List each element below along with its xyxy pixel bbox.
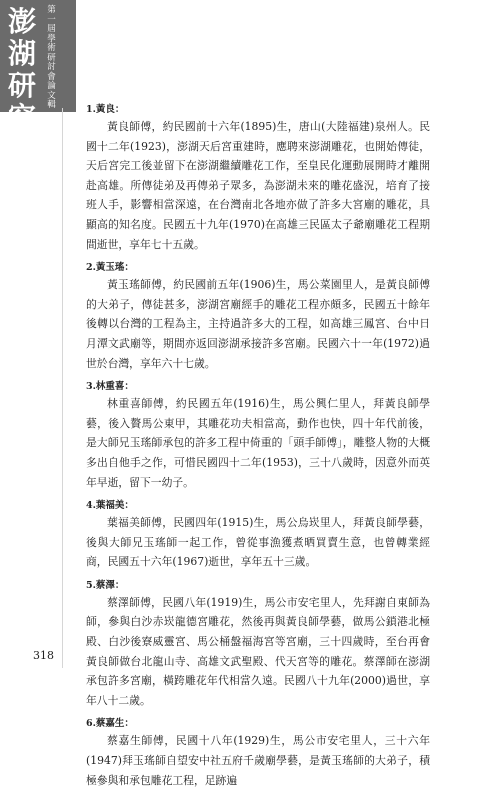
section-heading: 5.蔡澤： xyxy=(86,579,125,591)
section-cai-jiasheng xyxy=(86,717,430,790)
margin-rule xyxy=(62,108,63,668)
section-heading: 1.黃良： xyxy=(86,104,125,115)
section-huang-liang xyxy=(86,103,430,254)
journal-title: 澎湖研究 xyxy=(7,5,36,134)
main-text xyxy=(86,96,430,790)
journal-subtitle: 第一屆學術研討會論文輯 xyxy=(47,5,56,110)
section-paragraph: 黃玉瑤師傅，約民國前五年(1906)生，馬公菜園里人，是黃良師傅的大弟子，傳徒甚多，澎湖宮廟經手的雕花工程亦頗多，民國五十餘年後轉以台灣的工程為主，主持過許多大的工程，如高雄三鳳宮、台中日月潭文武廟等，期間亦返回澎湖承接許多宮廟。民國六十一年(1972)過世於台灣，享年六十七歲。 xyxy=(86,278,430,370)
page-number: 318 xyxy=(33,649,54,662)
section-paragraph: 蔡嘉生師傅，民國十八年(1929)生，馬公市安宅里人，三十六年(1947)拜玉瑤師自望安中社五府千歲廟學藝，是黃玉瑤師的大弟子，積極參與和承包雕花工程，足跡遍 xyxy=(86,734,430,787)
section-lin-zhongxi xyxy=(86,380,430,492)
section-paragraph: 林重喜師傅，約民國五年(1916)生，馬公興仁里人，拜黃良師學藝，後入贅馬公東甲，其雕花功夫相當高，動作也快，四十年代前後，是大師兄玉瑤師承包的許多工程中倚重的「頭手師傅」，雕整人物的大概多出自他手之作，可惜民國四十二年(1953)，三十八歲時，因意外而英年早逝，留下一幼子。 xyxy=(86,397,430,489)
section-heading: 6.蔡嘉生： xyxy=(86,718,134,730)
section-ye-fumei xyxy=(86,499,430,572)
section-huang-yuyao xyxy=(86,261,430,373)
section-heading: 3.林重喜： xyxy=(86,381,134,393)
section-paragraph: 蔡澤師傅，民國八年(1919)生，馬公市安宅里人，先拜謝自東師為師，參與白沙赤崁龍德宮雕花，然後再與黃良師學藝，做馬公鎖港北極殿、白沙後寮威靈宮、馬公桶盤福海宮等宮廟，三十四歲時，至台再會黃良師做台北龍山寺、高雄文武聖殿、代天宮等的雕花。蔡澤師在澎湖承包許多宮廟，橫跨雕花年代相當久遠。民國八十九年(2000)過世，享年八十二歲。 xyxy=(86,595,430,707)
section-paragraph: 黃良師傅，約民國前十六年(1895)生，唐山(大陸福建)泉州人。民國十二年(1923)，澎湖天后宮重建時，應聘來澎湖雕花，也開始傳徒，天后宮完工後並留下在澎湖繼續雕花工作，至皇民化運動展開時才離開赴高雄。所傳徒弟及再傳弟子眾多，為澎湖未來的雕花盛況，培育了接班人手，影響相當深遠，在台灣南北各地亦做了許多大宮廟的雕花，具顯高的知名度。民國五十九年(1970)在高雄三民區太子爺廟雕花工程期間逝世，享年七十五歲。 xyxy=(86,120,430,251)
section-heading: 4.葉福美： xyxy=(86,500,134,512)
section-paragraph: 葉福美師傅，民國四年(1915)生，馬公烏崁里人，拜黃良師學藝，後與大師兄玉瑤師一起工作，曾從事漁獲煮晒買賣生意，也曾轉業經商，民國五十六年(1967)逝世，享年五十三歲。 xyxy=(86,516,430,569)
section-heading: 2.黃玉瑤： xyxy=(86,262,134,274)
sidebar-band xyxy=(0,0,76,134)
section-cai-ze xyxy=(86,579,430,711)
